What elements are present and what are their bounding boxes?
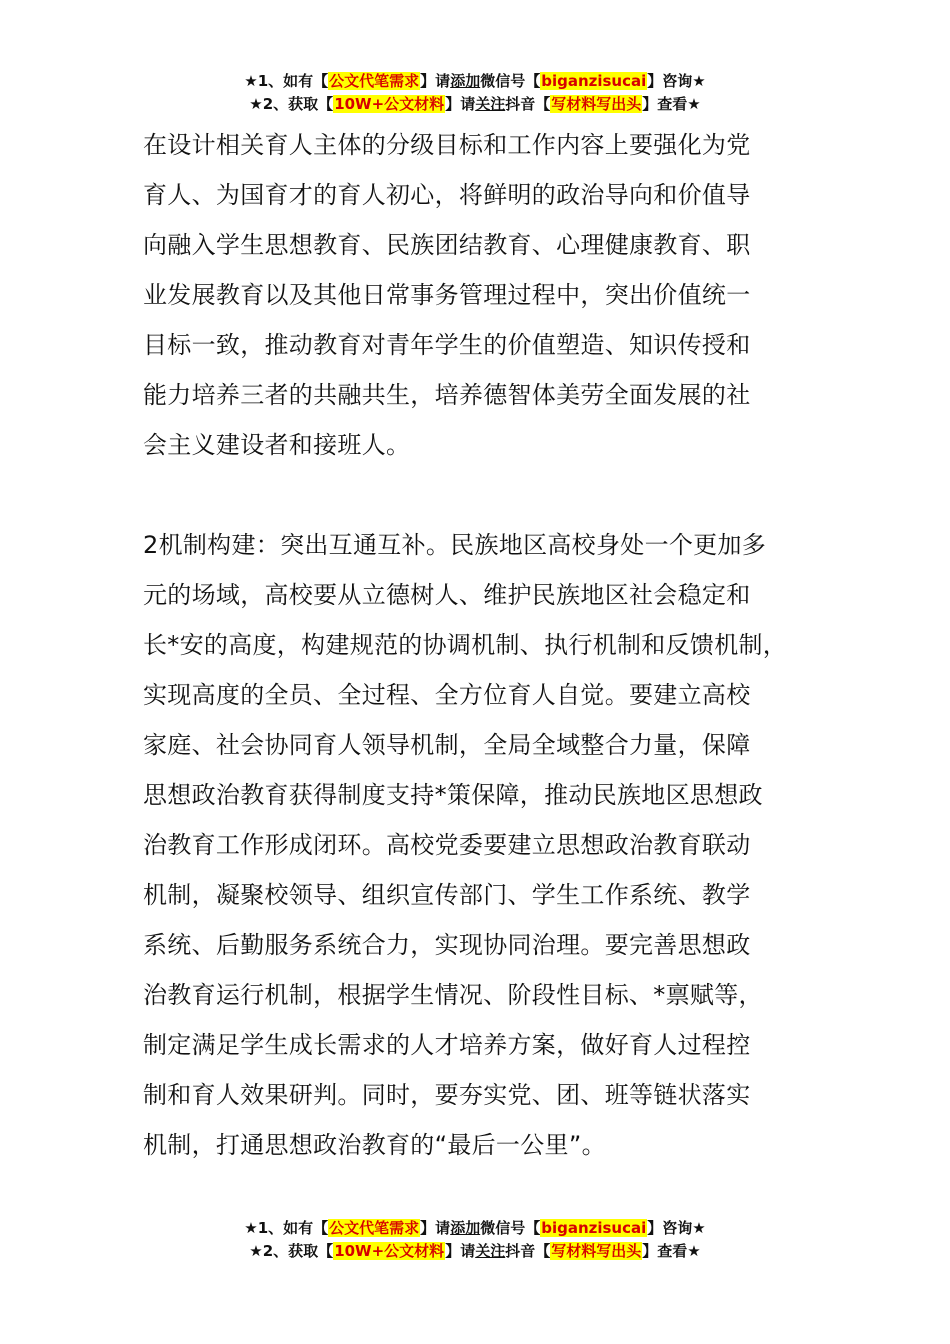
banner-text: 】咨询★ <box>647 1219 706 1237</box>
text-line: 治教育工作形成闭环。高校党委要建立思想政治教育联动 <box>143 831 751 859</box>
banner-text: ★2、获取【 <box>249 95 334 113</box>
text-line: 实现高度的全员、全过程、全方位育人自觉。要建立高校 <box>143 681 751 709</box>
banner-text: 】查看★ <box>642 1242 701 1260</box>
text-line: 治教育运行机制，根据学生情况、阶段性目标、*禀赋等， <box>143 981 763 1009</box>
banner-text: 】请 <box>420 1219 451 1237</box>
banner-text: 抖音【 <box>505 1242 551 1260</box>
footer-banner-line-2 <box>0 1240 950 1263</box>
underlined-word: 关注 <box>475 1242 506 1260</box>
highlight-douyin-account: 写材料写出头 <box>551 95 642 113</box>
text-line: 思想政治教育获得制度支持*策保障，推动民族地区思想政 <box>143 781 763 809</box>
underlined-word: 关注 <box>475 95 506 113</box>
banner-text: ★2、获取【 <box>249 1242 334 1260</box>
banner-text: ★1、如有【 <box>244 1219 329 1237</box>
banner-text: 】请 <box>445 1242 476 1260</box>
banner-text: 】请 <box>420 72 451 90</box>
paragraph-2 <box>143 520 833 1170</box>
text-line: 目标一致，推动教育对青年学生的价值塑造、知识传授和 <box>143 331 751 359</box>
text-line: 会主义建设者和接班人。 <box>143 431 411 459</box>
text-line: 育人、为国育才的育人初心，将鲜明的政治导向和价值导 <box>143 181 751 209</box>
highlight-service: 公文代笔需求 <box>329 1219 420 1237</box>
footer-banner <box>0 1217 950 1263</box>
text-line: 家庭、社会协同育人领导机制，全局全域整合力量，保障 <box>143 731 751 759</box>
text-line: 向融入学生思想教育、民族团结教育、心理健康教育、职 <box>143 231 751 259</box>
banner-text: 微信号【 <box>480 1219 541 1237</box>
text-line: 系统、后勤服务系统合力，实现协同治理。要完善思想政 <box>143 931 751 959</box>
underlined-word: 添加 <box>450 1219 481 1237</box>
highlight-wechat-id: biganzisucai <box>541 1219 647 1237</box>
highlight-wechat-id: biganzisucai <box>541 72 647 90</box>
text-line: 元的场域，高校要从立德树人、维护民族地区社会稳定和 <box>143 581 751 609</box>
footer-banner-line-1 <box>0 1217 950 1240</box>
banner-text: 】请 <box>445 95 476 113</box>
text-line: 机制，打通思想政治教育的“最后一公里”。 <box>143 1131 606 1159</box>
text-line: 制和育人效果研判。同时，要夯实党、团、班等链状落实 <box>143 1081 751 1109</box>
banner-text: 】查看★ <box>642 95 701 113</box>
header-banner-line-2 <box>0 93 950 116</box>
text-line: 制定满足学生成长需求的人才培养方案，做好育人过程控 <box>143 1031 751 1059</box>
header-banner-line-1 <box>0 70 950 93</box>
paragraph-1 <box>143 120 833 470</box>
text-line: 业发展教育以及其他日常事务管理过程中，突出价值统一 <box>143 281 751 309</box>
highlight-materials: 10W+公文材料 <box>334 1242 445 1260</box>
text-line: 机制，凝聚校领导、组织宣传部门、学生工作系统、教学 <box>143 881 751 909</box>
underlined-word: 添加 <box>450 72 481 90</box>
highlight-douyin-account: 写材料写出头 <box>551 1242 642 1260</box>
text-line: 能力培养三者的共融共生，培养德智体美劳全面发展的社 <box>143 381 751 409</box>
text-line: 长*安的高度，构建规范的协调机制、执行机制和反馈机制， <box>143 631 788 659</box>
highlight-service: 公文代笔需求 <box>329 72 420 90</box>
banner-text: ★1、如有【 <box>244 72 329 90</box>
text-line: 在设计相关育人主体的分级目标和工作内容上要强化为党 <box>143 131 751 159</box>
highlight-materials: 10W+公文材料 <box>334 95 445 113</box>
banner-text: 】咨询★ <box>647 72 706 90</box>
header-banner <box>0 70 950 116</box>
text-line: 2机制构建：突出互通互补。民族地区高校身处一个更加多 <box>143 531 767 559</box>
banner-text: 微信号【 <box>480 72 541 90</box>
banner-text: 抖音【 <box>505 95 551 113</box>
